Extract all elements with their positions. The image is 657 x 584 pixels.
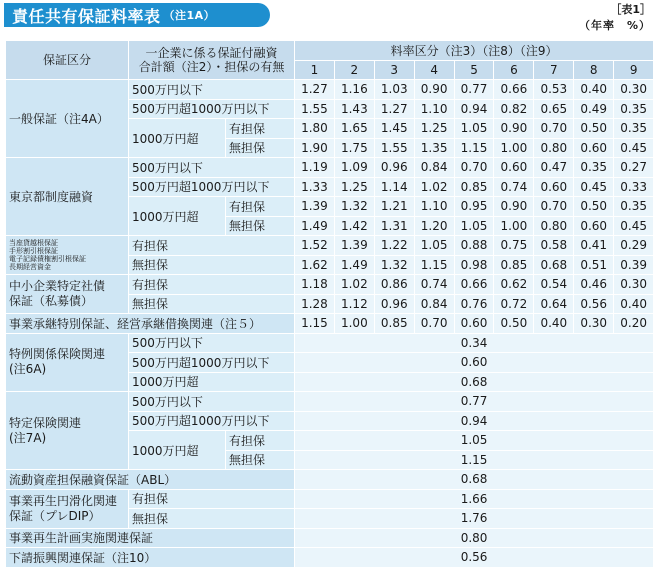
rate-cell: 1.27 <box>295 80 335 100</box>
rate-cell: 0.90 <box>494 197 534 217</box>
rate-cell: 1.49 <box>334 255 374 275</box>
rate-cell: 1.28 <box>295 294 335 314</box>
rate-cell: 0.68 <box>295 372 654 392</box>
rate-cell: 1.55 <box>374 138 414 158</box>
header-amount <box>129 41 295 80</box>
table-row <box>6 314 654 334</box>
rate-cell: 0.41 <box>574 236 614 256</box>
section-label: 流動資産担保融資保証（ABL） <box>6 470 295 490</box>
rate-cell: 0.70 <box>454 158 494 178</box>
rate-cell: 1.25 <box>414 119 454 139</box>
rate-cell: 1.09 <box>334 158 374 178</box>
rate-cell: 1.55 <box>295 99 335 119</box>
rate-cell: 0.35 <box>614 99 654 119</box>
rate-cell: 1.21 <box>374 197 414 217</box>
rate-class-1: 1 <box>295 60 335 80</box>
rate-cell: 1.32 <box>374 255 414 275</box>
rate-cell: 1.12 <box>334 294 374 314</box>
amount-label: 500万円超1000万円以下 <box>129 411 295 431</box>
rate-cell: 1.19 <box>295 158 335 178</box>
rate-cell: 0.85 <box>374 314 414 334</box>
rate-cell: 0.96 <box>374 158 414 178</box>
rate-cell: 1.39 <box>334 236 374 256</box>
rate-cell: 1.10 <box>414 197 454 217</box>
rate-cell: 0.82 <box>494 99 534 119</box>
section-label <box>6 236 129 275</box>
section-label: 事業承継特別保証、経営承継借換関連（注５） <box>6 314 295 334</box>
collateral-label: 有担保 <box>226 197 295 217</box>
collateral-label: 無担保 <box>129 294 295 314</box>
rate-cell: 0.68 <box>534 255 574 275</box>
rate-cell: 0.30 <box>614 275 654 295</box>
rate-cell: 1.35 <box>414 138 454 158</box>
collateral-label: 無担保 <box>129 255 295 275</box>
rate-cell: 1.66 <box>295 489 654 509</box>
collateral-label: 無担保 <box>129 509 295 529</box>
section-label <box>6 489 129 528</box>
rate-class-2: 2 <box>334 60 374 80</box>
rate-cell: 1.05 <box>454 119 494 139</box>
rate-cell: 0.60 <box>534 177 574 197</box>
rate-cell: 0.27 <box>614 158 654 178</box>
title-text: 責任共有保証料率表 <box>12 6 161 26</box>
table-body <box>6 41 654 568</box>
rate-cell: 1.62 <box>295 255 335 275</box>
rate-cell: 1.00 <box>494 138 534 158</box>
rate-cell: 0.86 <box>374 275 414 295</box>
rate-cell: 1.76 <box>295 509 654 529</box>
rate-cell: 1.25 <box>334 177 374 197</box>
rate-cell: 0.80 <box>534 138 574 158</box>
unit-label: （年率 %） <box>578 19 651 32</box>
collateral-label: 有担保 <box>129 275 295 295</box>
rate-cell: 0.45 <box>574 177 614 197</box>
rate-cell: 0.74 <box>494 177 534 197</box>
rate-cell: 1.90 <box>295 138 335 158</box>
rate-cell: 0.51 <box>574 255 614 275</box>
rate-cell: 0.54 <box>534 275 574 295</box>
table-row <box>6 158 654 178</box>
rate-cell: 0.66 <box>494 80 534 100</box>
section-label: 事業再生計画実施関連保証 <box>6 528 295 548</box>
rate-cell: 1.05 <box>414 236 454 256</box>
rate-cell: 0.29 <box>614 236 654 256</box>
table-row <box>6 333 654 353</box>
rate-cell: 0.50 <box>574 119 614 139</box>
header-amount-line1: 一企業に係る保証付融資 <box>145 46 278 60</box>
rate-cell: 1.15 <box>295 450 654 470</box>
rate-cell: 1.52 <box>295 236 335 256</box>
rate-cell: 0.80 <box>534 216 574 236</box>
rate-cell: 0.50 <box>574 197 614 217</box>
rate-class-3: 3 <box>374 60 414 80</box>
rate-cell: 0.64 <box>534 294 574 314</box>
rate-cell: 1.32 <box>334 197 374 217</box>
table-row <box>6 489 654 509</box>
rate-cell: 0.77 <box>295 392 654 412</box>
rate-cell: 1.31 <box>374 216 414 236</box>
table-row <box>6 528 654 548</box>
rate-cell: 0.49 <box>574 99 614 119</box>
label-line: 特定保険関連 <box>9 415 82 430</box>
collateral-label: 有担保 <box>226 119 295 139</box>
rate-cell: 1.00 <box>494 216 534 236</box>
rate-cell: 0.80 <box>295 528 654 548</box>
rate-cell: 1.03 <box>374 80 414 100</box>
rate-cell: 0.88 <box>454 236 494 256</box>
rate-cell: 0.46 <box>574 275 614 295</box>
amount-label: 1000万円超 <box>129 119 226 158</box>
rate-cell: 0.56 <box>574 294 614 314</box>
section-label: 下請振興関連保証（注10） <box>6 548 295 568</box>
rate-cell: 0.70 <box>534 119 574 139</box>
label-line: 電子記録債権割引根保証 <box>9 255 86 263</box>
rate-cell: 0.98 <box>454 255 494 275</box>
table-row <box>6 470 654 490</box>
rate-class-7: 7 <box>534 60 574 80</box>
rate-cell: 0.47 <box>534 158 574 178</box>
rate-cell: 0.45 <box>614 216 654 236</box>
amount-label: 500万円以下 <box>129 392 295 412</box>
label-line: (注7A) <box>9 430 47 445</box>
rate-cell: 0.45 <box>614 138 654 158</box>
rate-class-9: 9 <box>614 60 654 80</box>
rate-cell: 0.35 <box>614 197 654 217</box>
rate-cell: 0.34 <box>295 333 654 353</box>
rate-cell: 0.70 <box>414 314 454 334</box>
amount-label: 1000万円超 <box>129 431 226 470</box>
section-label <box>6 333 129 392</box>
label-line: 事業再生円滑化関連 <box>9 493 118 508</box>
rate-cell: 0.90 <box>494 119 534 139</box>
collateral-label: 無担保 <box>226 450 295 470</box>
title-note: （注1A） <box>163 9 216 22</box>
rate-cell: 1.43 <box>334 99 374 119</box>
rate-cell: 0.30 <box>614 80 654 100</box>
collateral-label: 無担保 <box>226 138 295 158</box>
collateral-label: 有担保 <box>129 236 295 256</box>
label-line: 中小企業特定社債 <box>9 279 106 293</box>
rate-cell: 1.15 <box>295 314 335 334</box>
rate-cell: 0.30 <box>574 314 614 334</box>
rate-cell: 1.75 <box>334 138 374 158</box>
table-row <box>6 548 654 568</box>
rate-cell: 1.33 <box>295 177 335 197</box>
header-row <box>6 41 654 61</box>
rate-cell: 1.05 <box>295 431 654 451</box>
table-row <box>6 80 654 100</box>
rate-class-4: 4 <box>414 60 454 80</box>
rate-cell: 1.02 <box>414 177 454 197</box>
rate-cell: 1.80 <box>295 119 335 139</box>
rate-cell: 0.66 <box>454 275 494 295</box>
rate-cell: 0.60 <box>295 353 654 373</box>
rate-cell: 1.42 <box>334 216 374 236</box>
rate-cell: 1.02 <box>334 275 374 295</box>
header-amount-line2: 合計額（注2）・担保の有無 <box>138 60 285 74</box>
table-tag: ［表1］ <box>610 3 651 16</box>
rate-cell: 0.85 <box>494 255 534 275</box>
rate-cell: 0.33 <box>614 177 654 197</box>
section-label <box>6 275 129 314</box>
rate-cell: 1.14 <box>374 177 414 197</box>
table-row <box>6 392 654 412</box>
rate-cell: 0.35 <box>614 119 654 139</box>
label-line: 当座貸越根保証 <box>9 239 58 247</box>
rate-cell: 0.60 <box>494 158 534 178</box>
rate-cell: 0.40 <box>574 80 614 100</box>
rate-cell: 0.94 <box>295 411 654 431</box>
section-label: 東京都制度融資 <box>6 158 129 236</box>
rate-cell: 0.95 <box>454 197 494 217</box>
collateral-label: 有担保 <box>226 431 295 451</box>
section-label <box>6 392 129 470</box>
table-row <box>6 275 654 295</box>
label-line: 手形割引根保証 <box>9 247 58 255</box>
header-rate-class: 料率区分（注3）（注8）（注9） <box>295 41 654 61</box>
amount-label: 1000万円超 <box>129 197 226 236</box>
rate-cell: 0.90 <box>414 80 454 100</box>
amount-label: 500万円超1000万円以下 <box>129 99 295 119</box>
rate-cell: 1.15 <box>414 255 454 275</box>
rate-cell: 1.15 <box>454 138 494 158</box>
rate-cell: 1.22 <box>374 236 414 256</box>
rate-cell: 1.16 <box>334 80 374 100</box>
rate-cell: 0.65 <box>534 99 574 119</box>
rate-cell: 1.45 <box>374 119 414 139</box>
rate-cell: 1.10 <box>414 99 454 119</box>
label-line: 長期経営資金 <box>9 263 51 271</box>
collateral-label: 有担保 <box>129 489 295 509</box>
amount-label: 500万円以下 <box>129 333 295 353</box>
rate-cell: 1.05 <box>454 216 494 236</box>
rate-cell: 1.65 <box>334 119 374 139</box>
rate-cell: 0.40 <box>614 294 654 314</box>
label-line: (注6A) <box>9 362 47 377</box>
rate-cell: 0.84 <box>414 294 454 314</box>
rate-cell: 0.74 <box>414 275 454 295</box>
rate-cell: 0.56 <box>295 548 654 568</box>
rate-cell: 0.60 <box>454 314 494 334</box>
rate-cell: 1.27 <box>374 99 414 119</box>
amount-label: 500万円以下 <box>129 158 295 178</box>
rate-cell: 0.72 <box>494 294 534 314</box>
label-line: 保証（私募債） <box>9 294 94 308</box>
rate-cell: 1.39 <box>295 197 335 217</box>
rate-cell: 0.58 <box>534 236 574 256</box>
rate-class-6: 6 <box>494 60 534 80</box>
rate-cell: 0.85 <box>454 177 494 197</box>
amount-label: 500万円超1000万円以下 <box>129 177 295 197</box>
page-title <box>4 3 270 27</box>
rate-cell: 0.40 <box>534 314 574 334</box>
rate-cell: 1.18 <box>295 275 335 295</box>
rate-cell: 0.39 <box>614 255 654 275</box>
rate-cell: 0.60 <box>574 138 614 158</box>
rate-cell: 0.53 <box>534 80 574 100</box>
rate-cell: 0.96 <box>374 294 414 314</box>
label-line: 特例関係保険関連 <box>9 347 106 362</box>
rate-cell: 0.77 <box>454 80 494 100</box>
collateral-label: 無担保 <box>226 216 295 236</box>
rate-class-5: 5 <box>454 60 494 80</box>
rate-class-8: 8 <box>574 60 614 80</box>
amount-label: 500万円超1000万円以下 <box>129 353 295 373</box>
rate-cell: 1.00 <box>334 314 374 334</box>
rate-cell: 1.49 <box>295 216 335 236</box>
rate-cell: 1.20 <box>414 216 454 236</box>
guarantee-rate-table <box>5 40 654 568</box>
rate-cell: 0.75 <box>494 236 534 256</box>
rate-cell: 0.20 <box>614 314 654 334</box>
rate-cell: 0.94 <box>454 99 494 119</box>
rate-cell: 0.84 <box>414 158 454 178</box>
rate-cell: 0.68 <box>295 470 654 490</box>
amount-label: 1000万円超 <box>129 372 295 392</box>
section-label: 一般保証（注4A） <box>6 80 129 158</box>
rate-cell: 0.70 <box>534 197 574 217</box>
rate-cell: 0.50 <box>494 314 534 334</box>
rate-cell: 0.76 <box>454 294 494 314</box>
rate-cell: 0.62 <box>494 275 534 295</box>
rate-cell: 0.35 <box>574 158 614 178</box>
amount-label: 500万円以下 <box>129 80 295 100</box>
table-row <box>6 236 654 256</box>
header-category: 保証区分 <box>6 41 129 80</box>
label-line: 保証（プレDIP） <box>9 508 101 523</box>
rate-cell: 0.60 <box>574 216 614 236</box>
